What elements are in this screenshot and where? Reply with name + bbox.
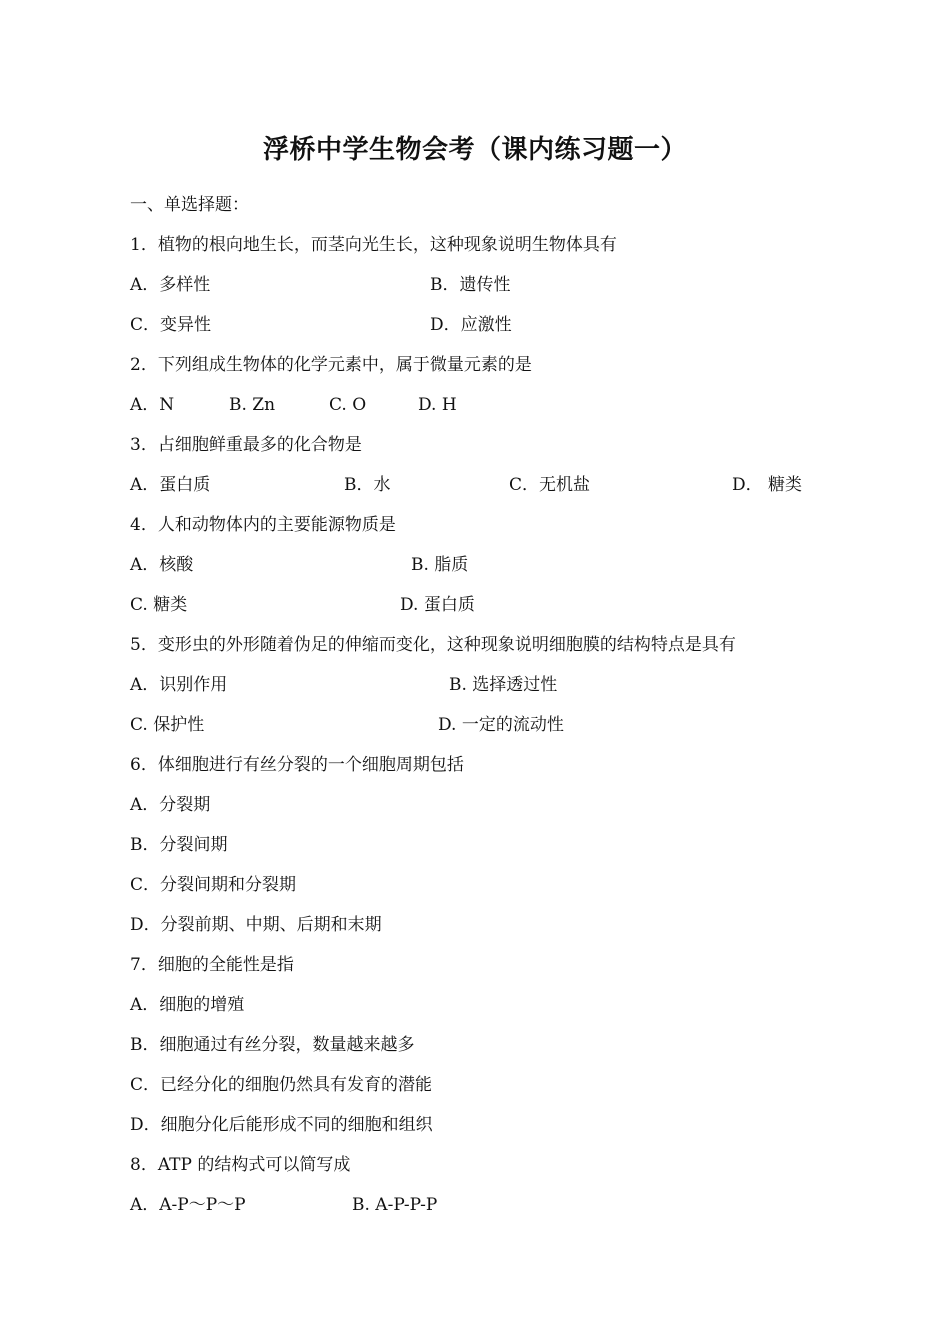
question-3-option-c: C．无机盐 — [509, 475, 591, 495]
question-6-option-c: C．分裂间期和分裂期 — [130, 875, 297, 895]
question-4-option-a: A．核酸 — [130, 555, 194, 575]
question-1-option-a: A．多样性 — [130, 275, 211, 295]
question-4-option-b: B. 脂质 — [411, 555, 469, 575]
question-6-option-b: B．分裂间期 — [130, 835, 228, 855]
question-1-option-b: B．遗传性 — [430, 275, 511, 295]
question-8-option-a: A．A-P～P～P — [130, 1195, 246, 1215]
question-2-option-b: B. Zn — [229, 395, 276, 415]
question-3-option-d: D． 糖类 — [732, 475, 803, 495]
question-1-stem: 1．植物的根向地生长，而茎向光生长，这种现象说明生物体具有 — [130, 235, 617, 255]
question-4-option-d: D. 蛋白质 — [400, 595, 475, 615]
question-5-option-a: A．识别作用 — [130, 675, 228, 695]
question-7-option-a: A．细胞的增殖 — [130, 995, 245, 1015]
question-2-option-c: C. O — [329, 395, 367, 415]
section-heading: 一、单选择题： — [130, 195, 249, 215]
question-4-option-c: C. 糖类 — [130, 595, 188, 615]
question-2-option-a: A．N — [130, 395, 175, 415]
question-7-option-b: B．细胞通过有丝分裂，数量越来越多 — [130, 1035, 415, 1055]
question-3-option-a: A．蛋白质 — [130, 475, 211, 495]
question-4-stem: 4．人和动物体内的主要能源物质是 — [130, 515, 396, 535]
question-6-option-d: D．分裂前期、中期、后期和末期 — [130, 915, 382, 935]
question-5-option-b: B. 选择透过性 — [449, 675, 558, 695]
question-3-option-b: B．水 — [344, 475, 391, 495]
page-title: 浮桥中学生物会考（课内练习题一） — [262, 135, 687, 165]
question-1-option-d: D．应激性 — [430, 315, 512, 335]
question-5-option-d: D. 一定的流动性 — [438, 715, 564, 735]
question-8-option-b: B. A-P-P-P — [352, 1195, 438, 1215]
question-7-option-d: D．细胞分化后能形成不同的细胞和组织 — [130, 1115, 433, 1135]
question-5-option-c: C. 保护性 — [130, 715, 205, 735]
question-7-option-c: C．已经分化的细胞仍然具有发育的潜能 — [130, 1075, 433, 1095]
question-2-option-d: D. H — [418, 395, 457, 415]
question-3-stem: 3．占细胞鲜重最多的化合物是 — [130, 435, 362, 455]
question-7-stem: 7．细胞的全能性是指 — [130, 955, 294, 975]
question-8-stem: 8．ATP 的结构式可以简写成 — [130, 1155, 351, 1175]
question-2-stem: 2．下列组成生物体的化学元素中，属于微量元素的是 — [130, 355, 532, 375]
question-6-option-a: A．分裂期 — [130, 795, 211, 815]
question-1-option-c: C．变异性 — [130, 315, 212, 335]
question-6-stem: 6．体细胞进行有丝分裂的一个细胞周期包括 — [130, 755, 464, 775]
question-5-stem: 5．变形虫的外形随着伪足的伸缩而变化，这种现象说明细胞膜的结构特点是具有 — [130, 635, 736, 655]
